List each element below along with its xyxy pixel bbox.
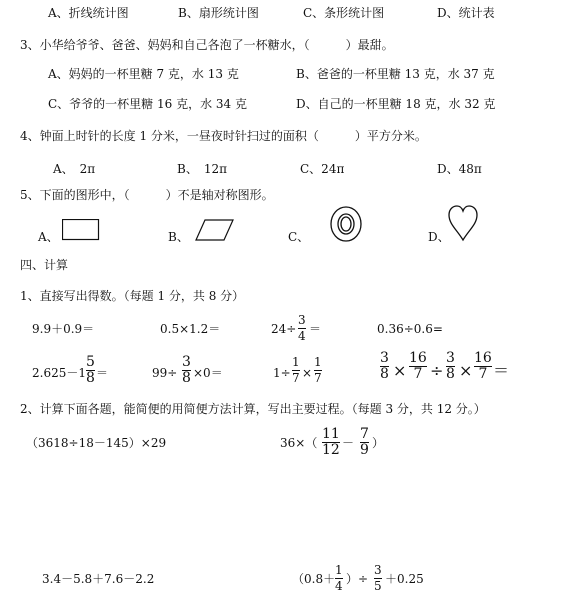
expr-5-equals: ＝ [96, 366, 109, 380]
expr-8-fraction-2 [409, 352, 427, 381]
numerator: 1 [314, 355, 322, 369]
problem-2-fraction-2 [360, 428, 369, 457]
denominator: 8 [446, 366, 455, 382]
denominator: 8 [380, 366, 389, 382]
expr-8-fraction-3 [446, 352, 455, 381]
numerator: 7 [360, 426, 369, 442]
problem-4-operator: ）÷ [346, 572, 369, 586]
problem-4-fraction-1 [335, 564, 343, 593]
q3-stem: 3、小华给爷爷、爸爸、妈妈和自己各泡了一杯糖水，（ ）最甜。 [20, 38, 394, 52]
problem-4-suffix: ＋0.25 [385, 572, 424, 586]
q4-option-a: A、 2π [53, 162, 96, 176]
expr-3-equals: ＝ [309, 322, 322, 336]
q5-option-a: A、 [38, 230, 59, 244]
denominator: 12 [322, 442, 340, 458]
q4-option-b: B、 12π [177, 162, 227, 176]
expr-3-fraction [298, 314, 306, 343]
denominator: 8 [182, 370, 191, 386]
problem-2-fraction-1 [322, 428, 340, 457]
q2-option-a: A、折线统计图 [48, 6, 129, 20]
numerator: 1 [292, 355, 300, 369]
expr-2: 0.5×1.2＝ [160, 322, 221, 336]
numerator: 3 [298, 313, 306, 327]
q2-option-d: D、统计表 [437, 6, 495, 20]
q3-option-a: A、妈妈的一杯里糖 7 克，水 13 克 [48, 67, 239, 81]
expr-7-operator: × [302, 366, 313, 380]
problem-1: （3618÷18－145）×29 [26, 436, 167, 450]
expr-8-operator-3: × [459, 361, 473, 380]
heart-shape-icon [447, 204, 479, 242]
numerator: 16 [409, 350, 427, 366]
parallelogram-shape-icon [195, 219, 235, 242]
expr-6-suffix: ×0＝ [193, 366, 223, 380]
numerator: 11 [322, 426, 340, 442]
denominator: 4 [335, 579, 343, 593]
denominator: 7 [314, 371, 322, 385]
problem-2-suffix: ） [372, 436, 385, 450]
expr-8-fraction-4 [474, 352, 492, 381]
q4-option-c: C、24π [300, 162, 345, 176]
q4-option-d: D、48π [437, 162, 482, 176]
expr-3-prefix: 24÷ [271, 322, 297, 336]
expr-8-fraction-1 [380, 352, 389, 381]
expr-8-operator-1: × [393, 361, 407, 380]
numerator: 3 [182, 354, 191, 370]
denominator: 7 [413, 366, 423, 382]
numerator: 3 [380, 350, 389, 366]
expr-7-fraction-1 [292, 356, 300, 385]
problem-4-prefix: （0.8＋ [292, 572, 336, 586]
q5-stem: 5、下面的图形中，（ ）不是轴对称图形。 [20, 188, 274, 202]
numerator: 1 [335, 563, 343, 577]
problem-3: 3.4－5.8＋7.6－2.2 [42, 572, 155, 586]
expr-5-fraction [86, 356, 95, 385]
expr-8-operator-2: ÷ [430, 361, 444, 380]
expr-7-prefix: 1÷ [273, 366, 291, 380]
denominator: 7 [478, 366, 488, 382]
problem-2-prefix: 36×（ [280, 436, 318, 450]
denominator: 8 [86, 370, 95, 386]
rectangle-shape-icon [62, 219, 100, 242]
q5-option-d: D、 [428, 230, 450, 244]
numerator: 3 [374, 563, 382, 577]
expr-4: 0.36÷0.6= [377, 322, 443, 336]
q3-option-c: C、爷爷的一杯里糖 16 克，水 34 克 [48, 97, 247, 111]
q5-option-c: C、 [288, 230, 310, 244]
numerator: 3 [446, 350, 455, 366]
q5-option-b: B、 [168, 230, 189, 244]
expr-6-fraction [182, 356, 191, 385]
numerator: 16 [474, 350, 492, 366]
problem-2-operator: － [342, 436, 355, 450]
denominator: 4 [298, 329, 306, 343]
q4-stem: 4、钟面上时针的长度 1 分米，一昼夜时针扫过的面积（ ）平方分米。 [20, 129, 427, 143]
denominator: 5 [374, 579, 382, 593]
expr-5-prefix: 2.625－1 [32, 366, 86, 380]
problem-4-fraction-2 [374, 564, 382, 593]
q3-option-b: B、爸爸的一杯里糖 13 克，水 37 克 [296, 67, 495, 81]
q2-option-c: C、条形统计图 [303, 6, 385, 20]
section-title-calculation: 四、计算 [20, 258, 69, 272]
expr-1: 9.9＋0.9＝ [32, 322, 95, 336]
expr-7-fraction-2 [314, 356, 322, 385]
q3-option-d: D、自己的一杯里糖 18 克，水 32 克 [296, 97, 496, 111]
denominator: 9 [360, 442, 369, 458]
expr-8-equals: ＝ [493, 361, 510, 380]
s4q1-stem: 1、直接写出得数。（每题 1 分，共 8 分） [20, 289, 245, 303]
concentric-rings-shape-icon [330, 205, 364, 243]
s4q2-stem: 2、计算下面各题，能简便的用简便方法计算，写出主要过程。（每题 3 分，共 12 分。） [20, 402, 486, 416]
denominator: 7 [292, 371, 300, 385]
q2-option-b: B、扇形统计图 [178, 6, 259, 20]
numerator: 5 [86, 354, 95, 370]
expr-6-prefix: 99÷ [152, 366, 178, 380]
